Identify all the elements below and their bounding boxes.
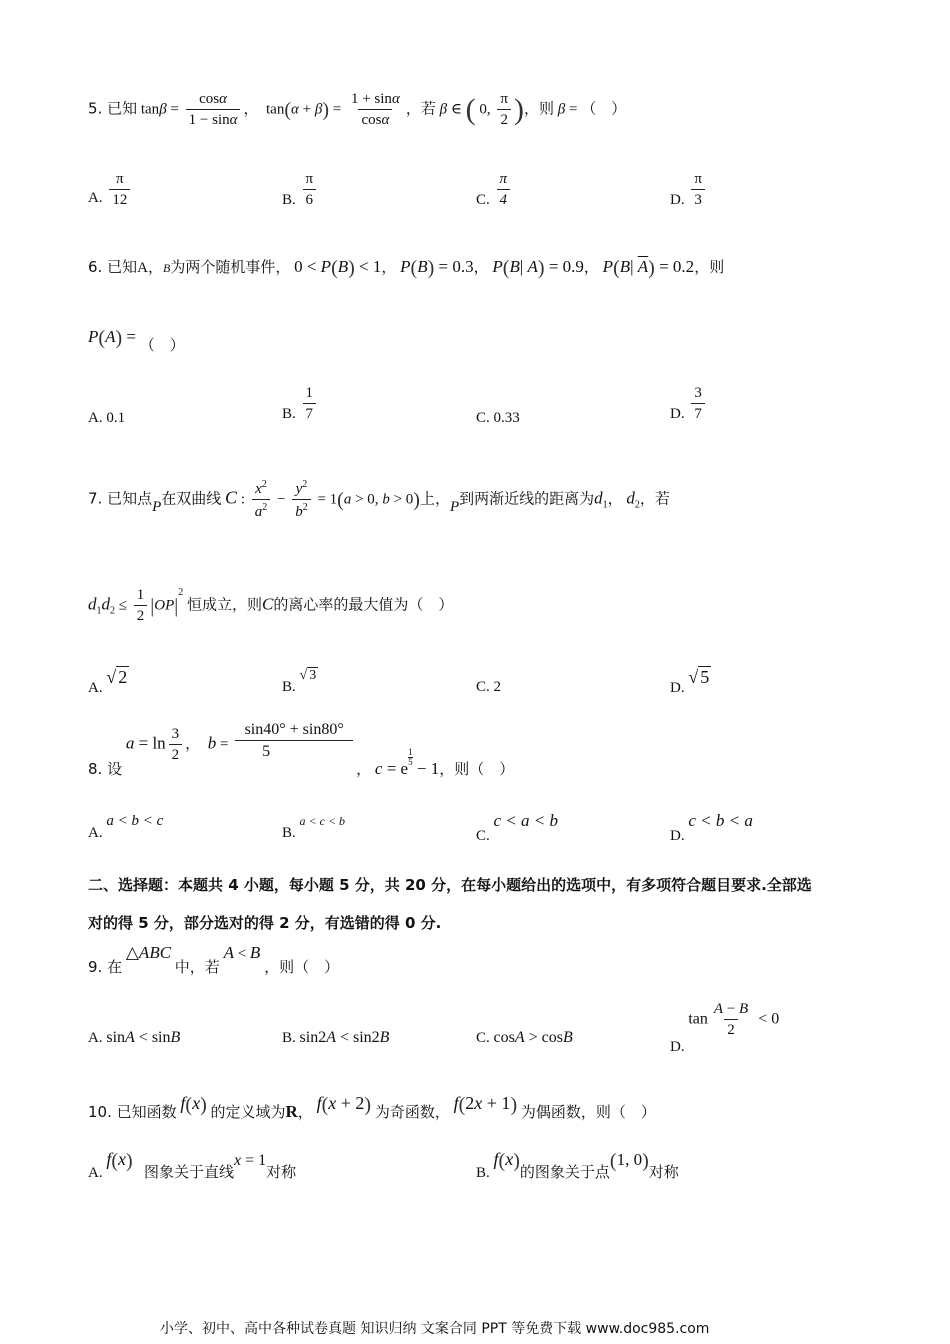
comma: ， — [381, 258, 397, 276]
option-label: C. — [476, 192, 490, 208]
q7-text-3: 上， — [419, 489, 450, 508]
q10-option-a[interactable]: A. f(x) 图象关于直线x = 1对称 — [88, 1149, 297, 1181]
q5-text-3: ，则 — [524, 99, 555, 118]
comma: ， — [607, 489, 623, 508]
q9-option-b[interactable]: B. sin2A < sin2B — [282, 1029, 390, 1046]
q7-option-a[interactable]: A. √ 2 — [88, 667, 128, 697]
option-a-text-2: 对称 — [266, 1163, 297, 1181]
q9-number: 9. — [88, 958, 108, 976]
comma: ， — [583, 258, 599, 276]
q5-text-2: ，若 — [405, 99, 436, 118]
q10-option-b[interactable]: B. f(x)的图象关于点(1, 0)对称 — [476, 1149, 679, 1181]
option-b-text: 的图象关于点 — [519, 1163, 610, 1181]
q8-text-2: ，则（ ） — [439, 760, 515, 779]
numerator: π — [499, 171, 508, 187]
option-text: C. 2 — [476, 679, 502, 695]
option-label: D. — [670, 406, 685, 422]
option-b-text-2: 对称 — [648, 1163, 679, 1181]
q7-text: 已知点 — [107, 489, 153, 508]
option-label: A. — [88, 1165, 103, 1181]
q6-option-a[interactable] — [88, 411, 125, 426]
comma: ， — [356, 760, 372, 779]
q10-number: 10. — [88, 1103, 117, 1121]
q9-text-3: ，则（ ） — [264, 958, 340, 976]
q6-text-3: ，则 — [694, 258, 725, 276]
q8-number: 8. — [88, 760, 108, 779]
question-5: 5. 已知 tanβ = $\frac{\cos\alpha}{1 - \sin\alpha}$ ， tan(α + β) = $\frac{1 + \sin\alpha}{\cos\alpha}$ ，若 β ∈ ( 0, $\frac{\pi}{2}$ )，则 β = （ ） — [88, 91, 627, 128]
option-label: B. — [282, 406, 296, 422]
q10-text-3: 为奇函数， — [374, 1103, 450, 1121]
q10-text-2: 的定义域为 — [210, 1103, 286, 1121]
question-6-cont: P(A) = （ ） — [88, 327, 185, 354]
radicand: 2 — [118, 667, 128, 687]
q8-option-d[interactable]: D. c < b < a — [670, 811, 753, 844]
q7-text-2: 在双曲线 — [161, 489, 222, 508]
numerator: 3 — [694, 385, 702, 401]
q9-option-a[interactable]: A. sinA < sinB — [88, 1029, 181, 1046]
question-9: 9. 在 △ABC 中，若 A < B ，则（ ） — [88, 943, 340, 976]
q5-option-c[interactable] — [476, 172, 513, 208]
q9-text: 在 — [107, 958, 123, 976]
option-label: A. — [88, 190, 103, 206]
q8-text: 设 — [107, 760, 123, 779]
q7-text-7: 的离心率的最大值为（ ） — [273, 595, 454, 614]
q8-option-b[interactable]: B. a < c < b — [282, 814, 346, 841]
option-label: C. — [476, 828, 490, 844]
option-label: D. — [670, 1039, 685, 1056]
question-8: 8. 设 a = ln $\frac{3}{2}$ ， b = $\frac{\sin 40^\circ + \sin 80^\circ}{5}$ ， c = e $^{\frac{1}{5}}$ − 1，则（ ） — [88, 721, 515, 779]
q6-option-b[interactable] — [282, 386, 319, 422]
numerator: π — [694, 171, 702, 187]
option-label: B. — [282, 679, 296, 695]
q5-fraction-2: $\frac{1 + \sin\alpha}{\cos\alpha}$ — [350, 91, 400, 128]
q5-option-a[interactable] — [88, 172, 133, 208]
numerator: π — [116, 171, 124, 187]
q7-number: 7. — [88, 489, 108, 508]
q7-text-5: ，若 — [639, 489, 670, 508]
radicand: 5 — [700, 667, 710, 687]
q9-option-c[interactable]: C. cosA > cosB — [476, 1029, 573, 1046]
option-label: A. — [88, 825, 103, 841]
option-label: B. — [282, 825, 296, 841]
q6-option-d[interactable] — [670, 386, 708, 422]
page-footer: 小学、初中、高中各种试卷真题 知识归纳 文案合同 PPT 等免费下载 www.doc985.com — [160, 1321, 710, 1337]
numerator: π — [305, 171, 314, 187]
section-2-heading: 二、选择题：本题共 4 小题，每小题 5 分，共 20 分，在每小题给出的选项中，有多项符合题目要求.全部选 — [88, 876, 812, 894]
q8-option-a[interactable]: A. a < b < c — [88, 813, 164, 841]
section-2-heading-cont: 对的得 5 分，部分选对的得 2 分，有选错的得 0 分. — [88, 914, 442, 932]
option-label: D. — [670, 680, 685, 697]
domain-R: R — [285, 1102, 298, 1121]
q6-text-2: 为两个随机事件， — [170, 258, 291, 276]
option-label: A. — [88, 1030, 103, 1046]
denominator: 12 — [109, 189, 130, 208]
q9-option-d[interactable]: D. tan $\frac{A - B}{2}$ < 0 — [670, 1001, 780, 1056]
option-a-text: 图象关于直线 — [143, 1163, 234, 1181]
numerator: 1 — [305, 385, 314, 401]
denominator: 4 — [497, 189, 511, 208]
option-text: C. 0.33 — [476, 410, 520, 426]
q6-option-c[interactable] — [476, 411, 520, 426]
q5-option-b[interactable] — [282, 172, 319, 208]
option-text: A. 0.1 — [88, 410, 126, 426]
option-label: D. — [670, 828, 685, 844]
option-label: B. — [282, 192, 296, 208]
option-label: D. — [670, 192, 685, 208]
question-7: 7. 已知点P在双曲线 C : $\frac{x^2}{a^2}$ − $\frac{y^2}{b^2}$ = 1(a > 0, b > 0)上，P到两渐近线的距离为$d_1$， $d_2$，若 — [88, 479, 670, 520]
q5-comma: ， — [243, 99, 259, 118]
radicand: 3 — [309, 667, 317, 683]
denominator: 3 — [691, 189, 705, 208]
question-6: 6. 已知A，B为两个随机事件， 0 < P(B) < 1， P(B) = 0.3， P(B| A) = 0.9， P(B| $\overline{A}) = 0.2$，则 — [88, 257, 725, 280]
q10-text: 已知函数 — [116, 1103, 177, 1121]
comma: ， — [473, 258, 489, 276]
denominator: 6 — [303, 189, 317, 208]
denominator: 7 — [303, 403, 317, 422]
q5-fraction-1: $\frac{\cos\alpha}{1 - \sin\alpha}$ — [186, 92, 241, 128]
q6-number: 6. — [88, 258, 108, 276]
q7-text-6: 恒成立，则 — [187, 595, 263, 614]
option-label: A. — [88, 680, 103, 697]
q7-text-4: 到两渐近线的距离为 — [459, 489, 595, 508]
q5-number: 5. — [88, 99, 108, 118]
q10-text-4: 为偶函数，则（ ） — [520, 1103, 656, 1121]
q5-paren: （ ） — [581, 99, 627, 118]
denominator: 7 — [691, 403, 705, 422]
q5-option-d[interactable] — [670, 172, 708, 208]
q6-text: 已知 — [107, 258, 138, 276]
q7-option-b[interactable]: B. √ 3 — [282, 667, 317, 695]
q7-option-d[interactable]: D. √ 5 — [670, 667, 710, 697]
q8-option-c[interactable]: C. c < a < b — [476, 811, 559, 844]
question-10: 10. 已知函数 f(x) 的定义域为R， f(x + 2) 为奇函数， f(2x + 1) 为偶函数，则（ ） — [88, 1093, 656, 1121]
q5-text: 已知 — [107, 99, 138, 118]
question-7-cont: $d_1d_2$ ≤ $\frac{1}{2}$ $|OP|^2$ 恒成立，则C的离心率的最大值为（ ） — [88, 587, 454, 624]
comma: ， — [185, 734, 201, 753]
q9-text-2: 中，若 — [174, 958, 220, 976]
q7-option-c[interactable] — [476, 680, 501, 695]
option-label: B. — [476, 1165, 490, 1181]
option-label: C. — [476, 1030, 490, 1046]
option-label: B. — [282, 1030, 296, 1046]
q6-paren: （ ） — [139, 336, 185, 354]
